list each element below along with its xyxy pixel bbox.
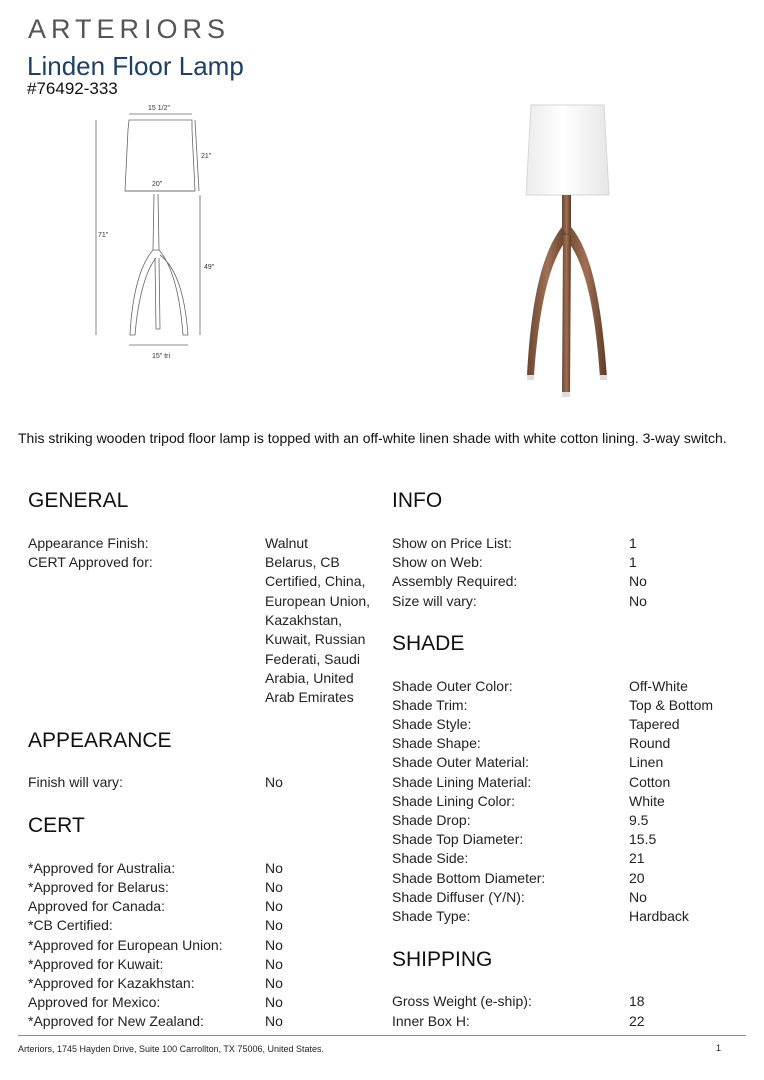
- drawing-base-height: 49": [204, 264, 215, 271]
- spec-value: 18: [629, 993, 645, 1009]
- spec-value: Tapered: [629, 716, 680, 732]
- spec-label: Shade Shape:: [392, 735, 481, 751]
- spec-label: Approved for Mexico:: [28, 994, 161, 1010]
- spec-value: No: [265, 917, 283, 933]
- spec-value: 21: [629, 850, 645, 866]
- spec-label: Shade Lining Color:: [392, 793, 515, 809]
- spec-label: Shade Trim:: [392, 697, 468, 713]
- spec-label: Assembly Required:: [392, 573, 518, 589]
- spec-value: Walnut: [265, 535, 309, 551]
- drawing-bottom-width: 20": [152, 181, 163, 188]
- spec-value: White: [629, 793, 665, 809]
- spec-value-line: Belarus, CB: [265, 554, 340, 570]
- spec-label: CERT Approved for:: [28, 554, 153, 570]
- spec-label: Shade Side:: [392, 850, 469, 866]
- spec-value-line: Kuwait, Russian: [265, 631, 366, 648]
- product-sku: #76492-333: [27, 79, 118, 98]
- spec-label: Gross Weight (e-ship):: [392, 993, 532, 1009]
- spec-label: Shade Drop:: [392, 812, 471, 828]
- spec-value-line: Arab Emirates: [265, 689, 354, 706]
- cert-heading: CERT: [28, 814, 85, 837]
- spec-label: Size will vary:: [392, 593, 477, 609]
- spec-value: No: [265, 860, 283, 876]
- spec-label: Show on Price List:: [392, 535, 512, 551]
- info-heading: INFO: [392, 489, 443, 512]
- spec-value: No: [265, 994, 283, 1010]
- spec-value: Cotton: [629, 774, 671, 790]
- spec-value: No: [265, 1013, 283, 1029]
- appearance-heading: APPEARANCE: [28, 729, 172, 752]
- spec-label: Shade Bottom Diameter:: [392, 870, 546, 886]
- spec-label: Shade Lining Material:: [392, 774, 532, 790]
- spec-value-line: Certified, China,: [265, 573, 366, 590]
- shade-heading: SHADE: [392, 632, 465, 655]
- spec-value: Top & Bottom: [629, 697, 714, 713]
- spec-label: Approved for Canada:: [28, 898, 165, 914]
- spec-label: Appearance Finish:: [28, 535, 149, 551]
- spec-value: 15.5: [629, 831, 657, 847]
- spec-value: No: [265, 879, 283, 895]
- spec-value: Hardback: [629, 908, 689, 924]
- spec-label: Shade Top Diameter:: [392, 831, 524, 847]
- spec-label: Shade Type:: [392, 908, 471, 924]
- general-heading: GENERAL: [28, 489, 129, 512]
- spec-value: Round: [629, 735, 671, 751]
- spec-value: No: [265, 898, 283, 914]
- spec-value: 1: [629, 535, 637, 551]
- footer-divider: [18, 1035, 746, 1036]
- spec-label: Shade Diffuser (Y/N):: [392, 889, 525, 905]
- drawing-shade-height: 21": [201, 153, 212, 160]
- spec-label: *Approved for Belarus:: [28, 879, 169, 895]
- spec-value: No: [629, 593, 647, 609]
- spec-value: No: [265, 937, 283, 953]
- drawing-base-width: 15" tri: [152, 353, 171, 360]
- spec-label: *Approved for Kuwait:: [28, 956, 164, 972]
- product-description: This striking wooden tripod floor lamp is topped with an off-white linen shade with white cotton lining. 3-way switch.: [18, 430, 727, 446]
- shipping-heading: SHIPPING: [392, 948, 493, 971]
- drawing-top-width: 15 1/2": [148, 105, 170, 112]
- spec-value: No: [265, 975, 283, 991]
- spec-label: Show on Web:: [392, 554, 483, 570]
- spec-value-line: Federati, Saudi: [265, 650, 360, 667]
- spec-label: Shade Outer Color:: [392, 678, 513, 694]
- brand-logo: ARTERIORS: [28, 14, 231, 44]
- spec-value-line: Arabia, United: [265, 669, 354, 686]
- spec-label: *Approved for European Union:: [28, 937, 223, 953]
- spec-value: No: [629, 573, 647, 589]
- spec-label: *Approved for Australia:: [28, 860, 176, 876]
- spec-value: 20: [629, 870, 645, 886]
- footer-address: Arteriors, 1745 Hayden Drive, Suite 100 Carrollton, TX 75006, United States.: [18, 1044, 324, 1054]
- page-number: 1: [716, 1043, 722, 1053]
- spec-label: Finish will vary:: [28, 774, 123, 790]
- product-photo: [400, 95, 740, 405]
- spec-value-line: Kazakhstan,: [265, 611, 343, 628]
- spec-label: *Approved for Kazakhstan:: [28, 975, 195, 991]
- spec-value: 9.5: [629, 812, 649, 828]
- spec-label: *Approved for New Zealand:: [28, 1013, 204, 1029]
- spec-label: Shade Outer Material:: [392, 754, 529, 770]
- spec-value: No: [265, 956, 283, 972]
- spec-value: Off-White: [629, 678, 688, 694]
- spec-value: Linen: [629, 754, 664, 770]
- spec-value: No: [265, 774, 283, 790]
- spec-value-line: European Union,: [265, 592, 371, 609]
- spec-label: Shade Style:: [392, 716, 472, 732]
- drawing-total-height: 71": [98, 232, 109, 239]
- dimension-drawing: [88, 100, 228, 370]
- spec-value: 22: [629, 1013, 645, 1029]
- spec-label: Inner Box H:: [392, 1013, 470, 1029]
- spec-value: 1: [629, 554, 637, 570]
- spec-label: *CB Certified:: [28, 917, 113, 933]
- product-title: Linden Floor Lamp: [27, 51, 244, 81]
- spec-value: No: [629, 889, 647, 905]
